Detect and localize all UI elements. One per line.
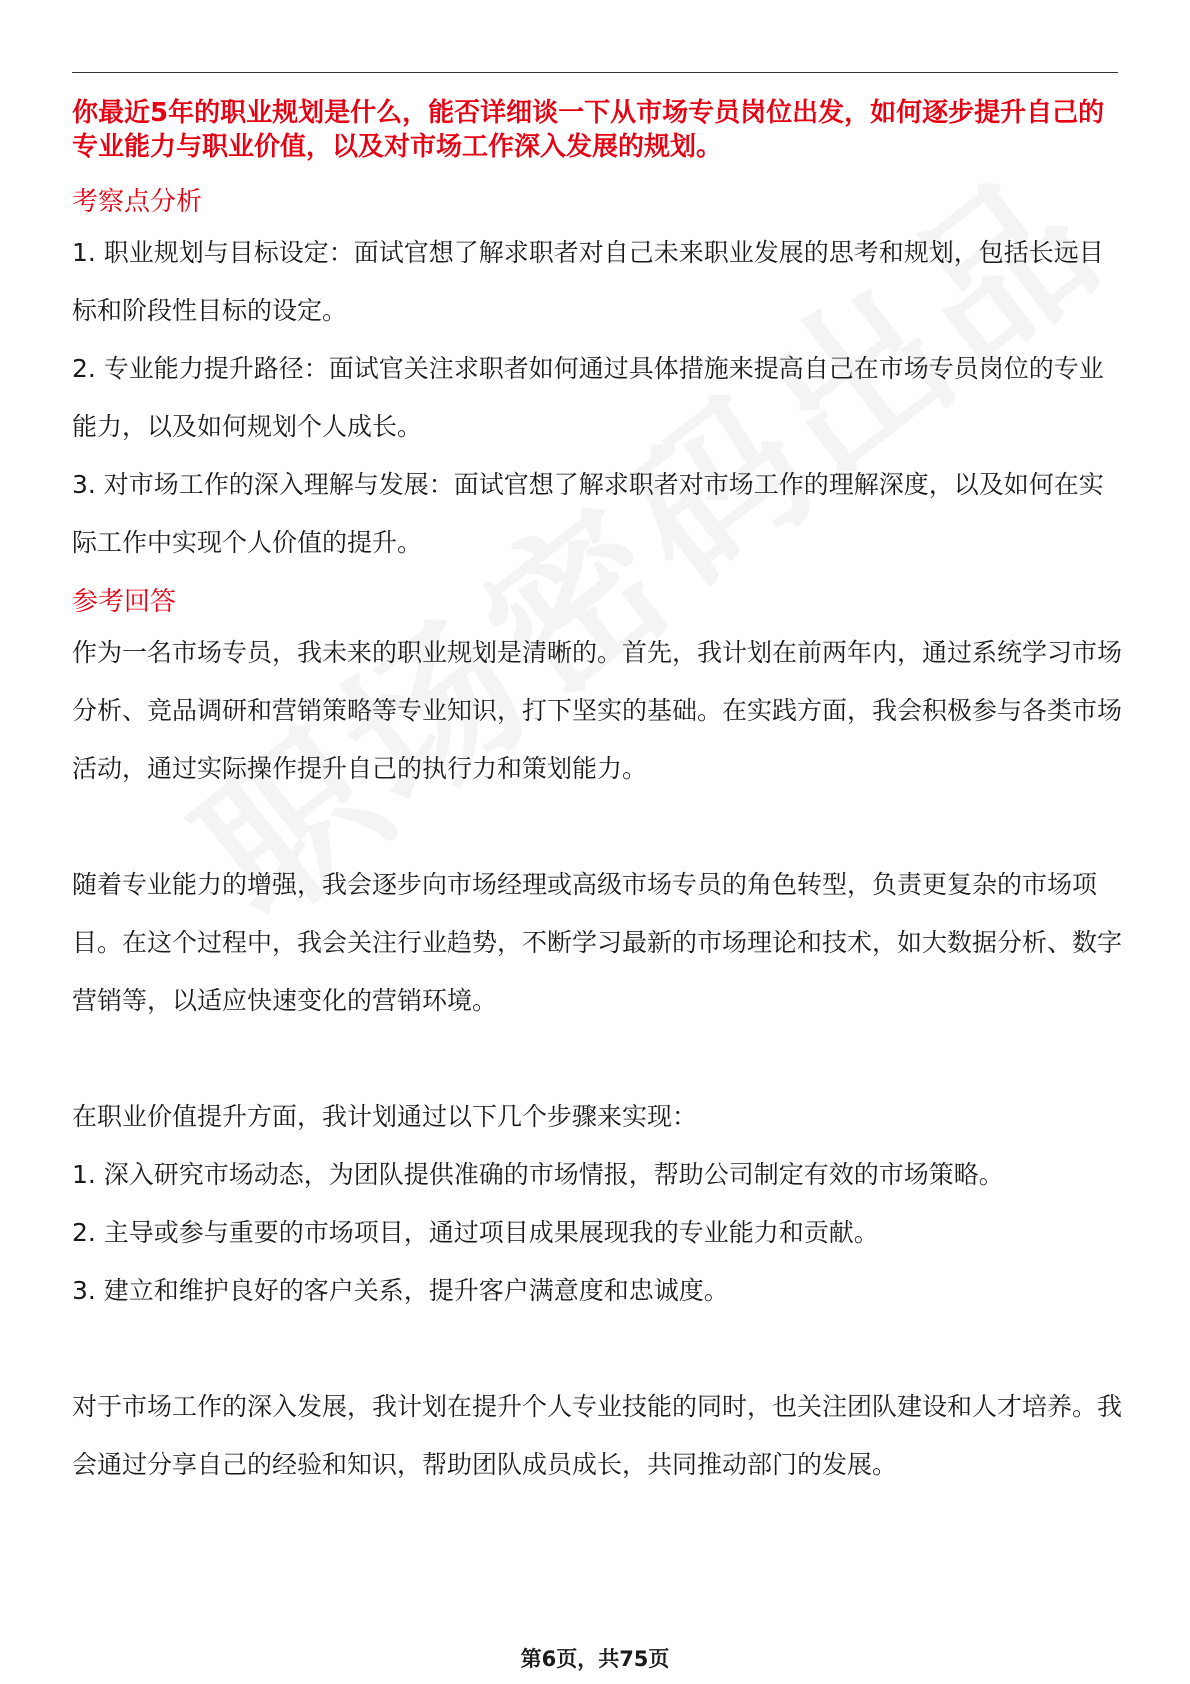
top-divider xyxy=(72,72,1118,73)
answer-step: 3. 建立和维护良好的客户关系，提升客户满意度和忠诚度。 xyxy=(72,1276,729,1305)
analysis-item: 2. 专业能力提升路径：面试官关注求职者如何通过具体措施来提高自己在市场专员岗位的专业能力，以及如何规划个人成长。 xyxy=(72,354,1104,441)
analysis-title: 考察点分析 xyxy=(72,187,203,217)
answer-paragraph: 对于市场工作的深入发展，我计划在提升个人专业技能的同时，也关注团队建设和人才培养。我会通过分享自己的经验和知识，帮助团队成员成长，共同推动部门的发展。 xyxy=(72,1392,1123,1479)
answer-paragraph: 作为一名市场专员，我未来的职业规划是清晰的。首先，我计划在前两年内，通过系统学习市场分析、竞品调研和营销策略等专业知识，打下坚实的基础。在实践方面，我会积极参与各类市场活动，通过实际操作提升自己的执行力和策划能力。 xyxy=(72,638,1123,783)
answer-step: 2. 主导或参与重要的市场项目，通过项目成果展现我的专业能力和贡献。 xyxy=(72,1218,879,1247)
answer-step: 1. 深入研究市场动态，为团队提供准确的市场情报，帮助公司制定有效的市场策略。 xyxy=(72,1160,1004,1189)
page-content xyxy=(72,96,1122,1494)
page-footer: 第6页，共75页 xyxy=(520,1647,670,1671)
analysis-item: 1. 职业规划与目标设定：面试官想了解求职者对自己未来职业发展的思考和规划，包括长远目标和阶段性目标的设定。 xyxy=(72,238,1104,325)
analysis-item: 3. 对市场工作的深入理解与发展：面试官想了解求职者对市场工作的理解深度，以及如何在实际工作中实现个人价值的提升。 xyxy=(72,470,1104,557)
answer-paragraph: 在职业价值提升方面，我计划通过以下几个步骤来实现： xyxy=(72,1102,698,1131)
answer-paragraph: 随着专业能力的增强，我会逐步向市场经理或高级市场专员的角色转型，负责更复杂的市场项目。在这个过程中，我会关注行业趋势，不断学习最新的市场理论和技术，如大数据分析、数字营销等，以适应快速变化的营销环境。 xyxy=(72,870,1123,1015)
question-heading: 你最近5年的职业规划是什么，能否详细谈一下从市场专员岗位出发，如何逐步提升自己的专业能力与职业价值，以及对市场工作深入发展的规划。 xyxy=(72,98,1105,162)
answer-title: 参考回答 xyxy=(72,587,177,617)
